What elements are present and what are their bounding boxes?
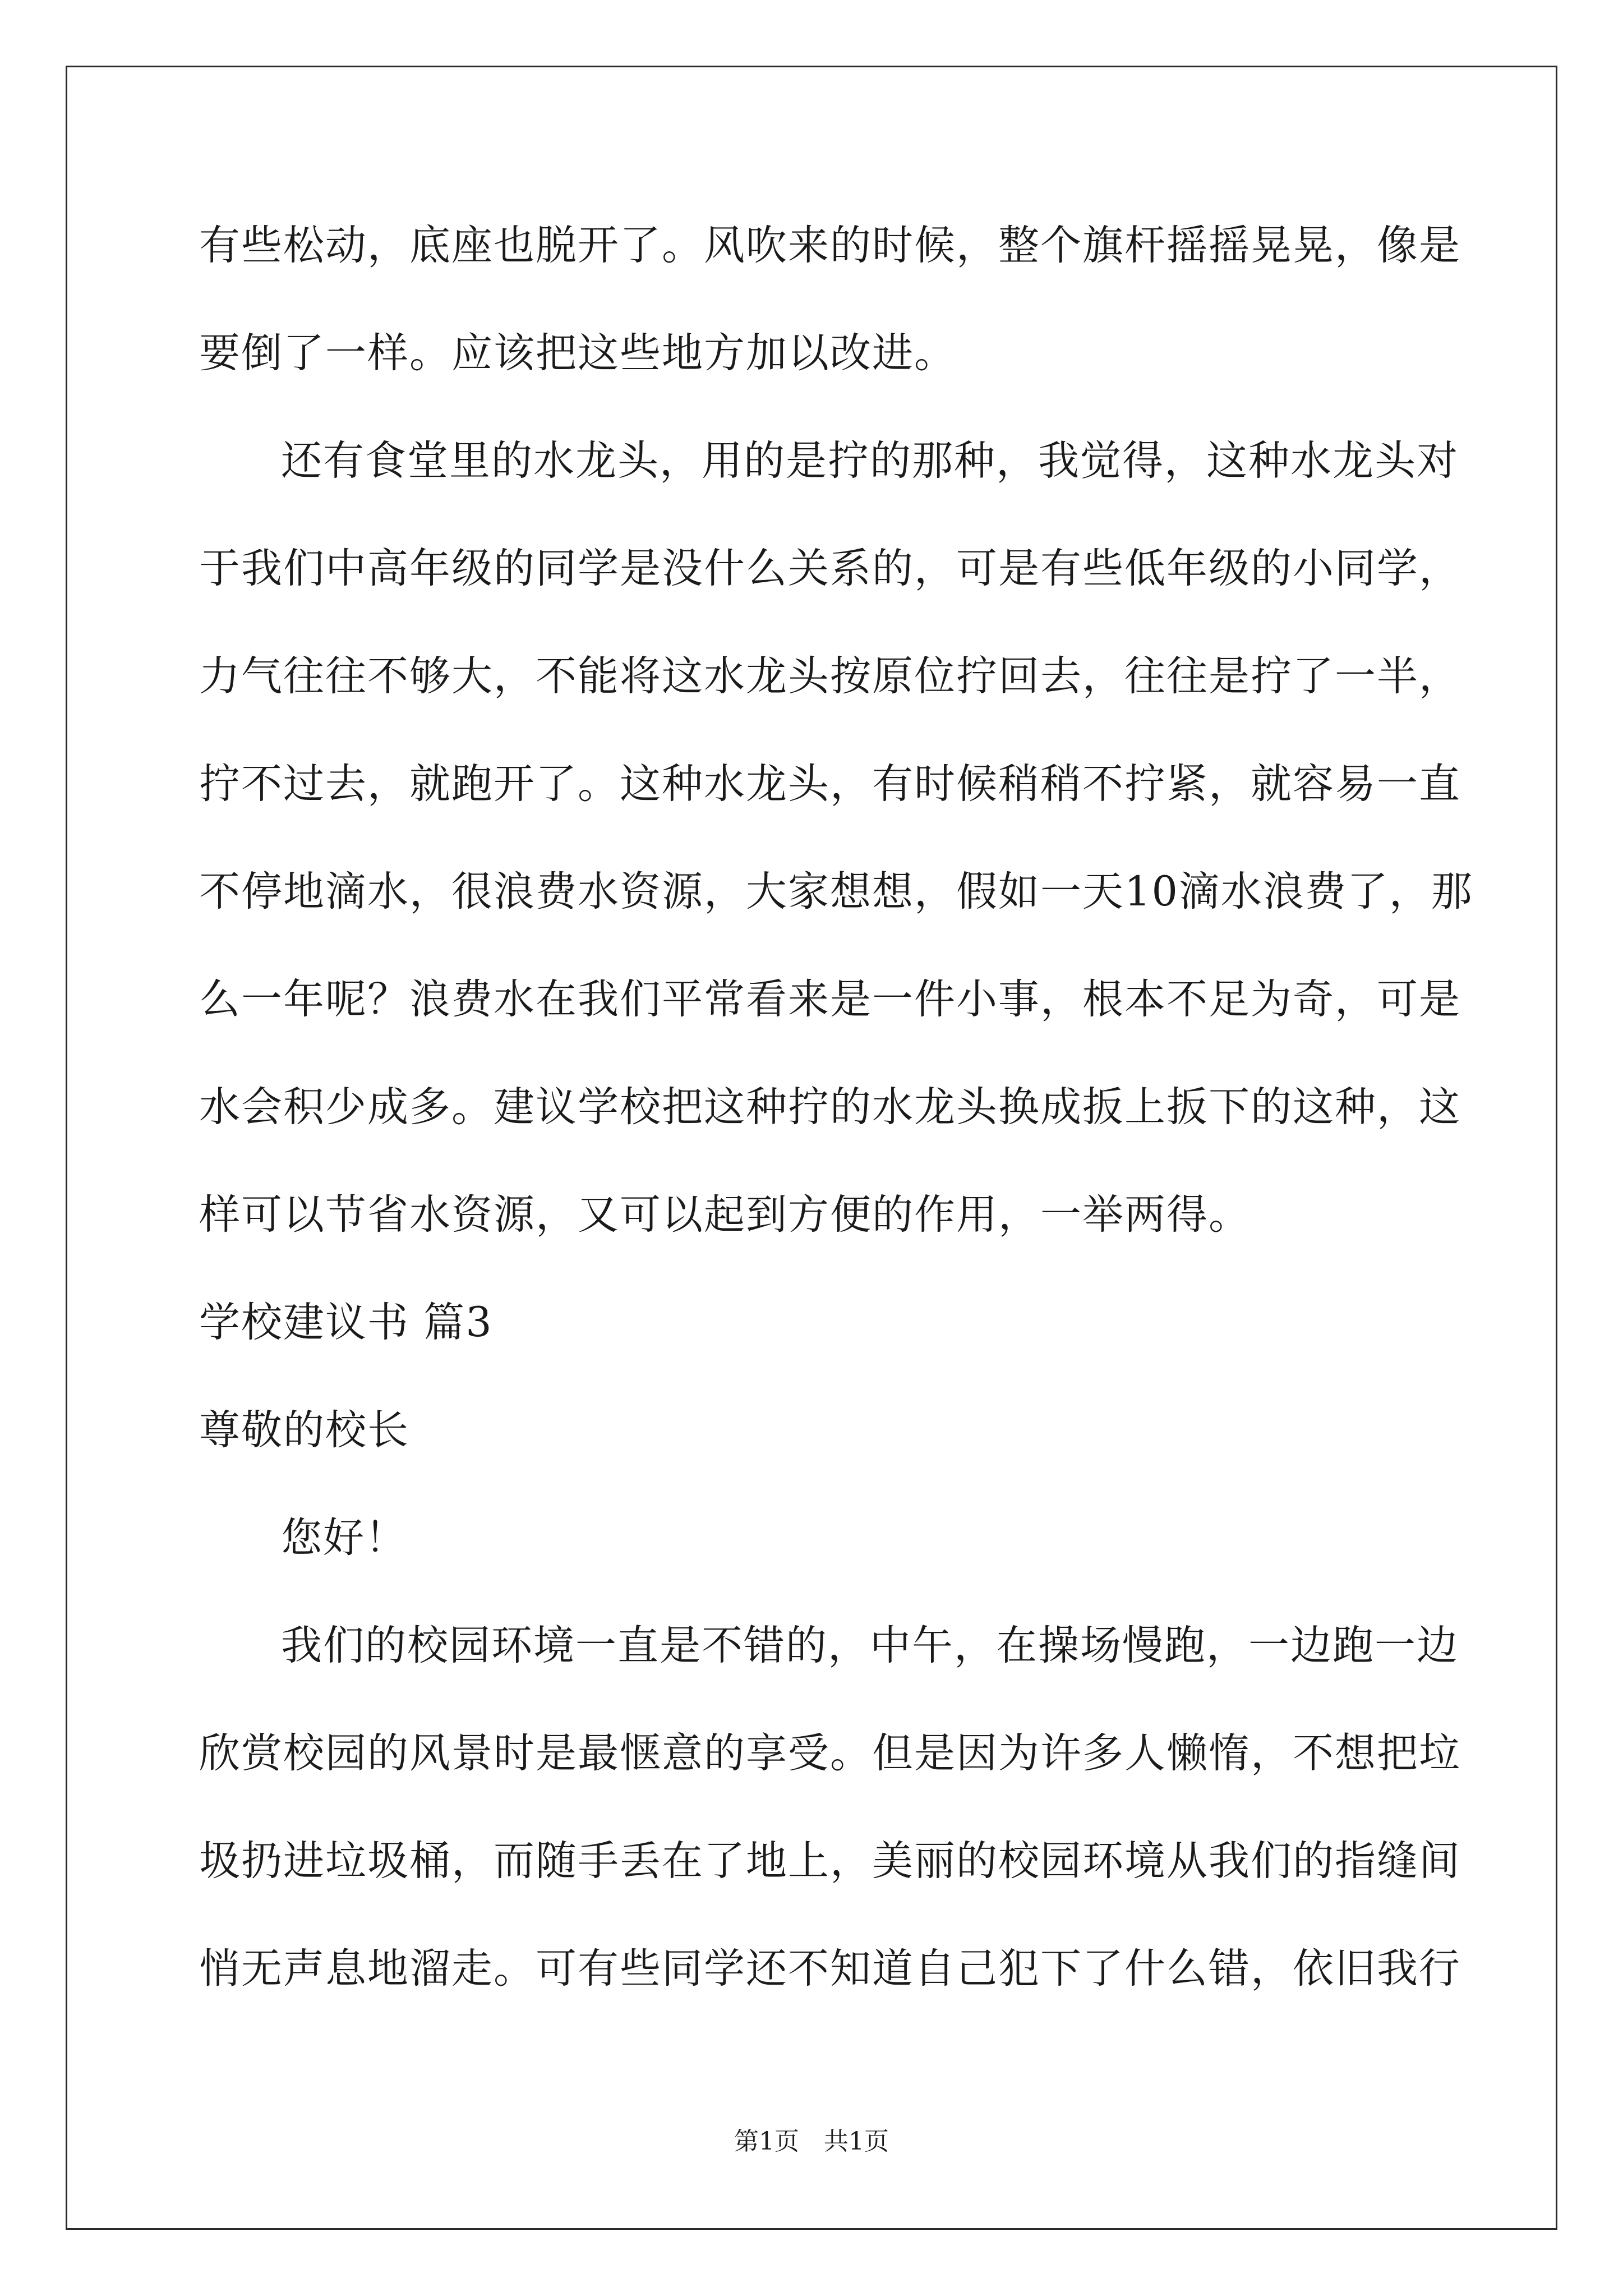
text-line: 要倒了一样。应该把这些地方加以改进。 xyxy=(199,329,956,377)
paragraph-start-line: 还有食堂里的水龙头，用的是拧的那种，我觉得，这种水龙头对 xyxy=(281,437,1459,485)
document-body xyxy=(199,219,1473,2050)
text-line: 不停地滴水，很浪费水资源，大家想想，假如一天10滴水浪费了，那 xyxy=(199,868,1473,915)
salutation: 尊敬的校长 xyxy=(199,1406,409,1454)
text-line: 么一年呢？浪费水在我们平常看来是一件小事，根本不足为奇，可是 xyxy=(199,976,1461,1023)
text-line: 拧不过去，就跑开了。这种水龙头，有时候稍稍不拧紧，就容易一直 xyxy=(199,760,1461,808)
text-line: 于我们中高年级的同学是没什么关系的，可是有些低年级的小同学， xyxy=(199,545,1461,592)
greeting: 您好！ xyxy=(281,1514,407,1562)
page-footer xyxy=(0,2125,1623,2159)
page-number: 第1页 xyxy=(734,2127,799,2156)
text-line: 悄无声息地溜走。可有些同学还不知道自己犯下了什么错，依旧我行 xyxy=(199,1945,1461,1993)
text-line: 力气往往不够大，不能将这水龙头按原位拧回去，往往是拧了一半， xyxy=(199,652,1461,700)
text-line: 圾扔进垃圾桶，而随手丢在了地上，美丽的校园环境从我们的指缝间 xyxy=(199,1837,1461,1885)
text-line: 欣赏校园的风景时是最惬意的享受。但是因为许多人懒惰，不想把垃 xyxy=(199,1729,1461,1777)
text-line: 样可以节省水资源，又可以起到方便的作用，一举两得。 xyxy=(199,1191,1251,1239)
paragraph-start-line: 我们的校园环境一直是不错的，中午，在操场慢跑，一边跑一边 xyxy=(281,1622,1459,1669)
page-total: 共1页 xyxy=(824,2127,889,2156)
section-heading: 学校建议书 篇3 xyxy=(199,1299,493,1346)
text-line: 水会积少成多。建议学校把这种拧的水龙头换成扳上扳下的这种，这 xyxy=(199,1083,1461,1131)
text-line: 有些松动，底座也脱开了。风吹来的时候，整个旗杆摇摇晃晃，像是 xyxy=(199,222,1461,269)
